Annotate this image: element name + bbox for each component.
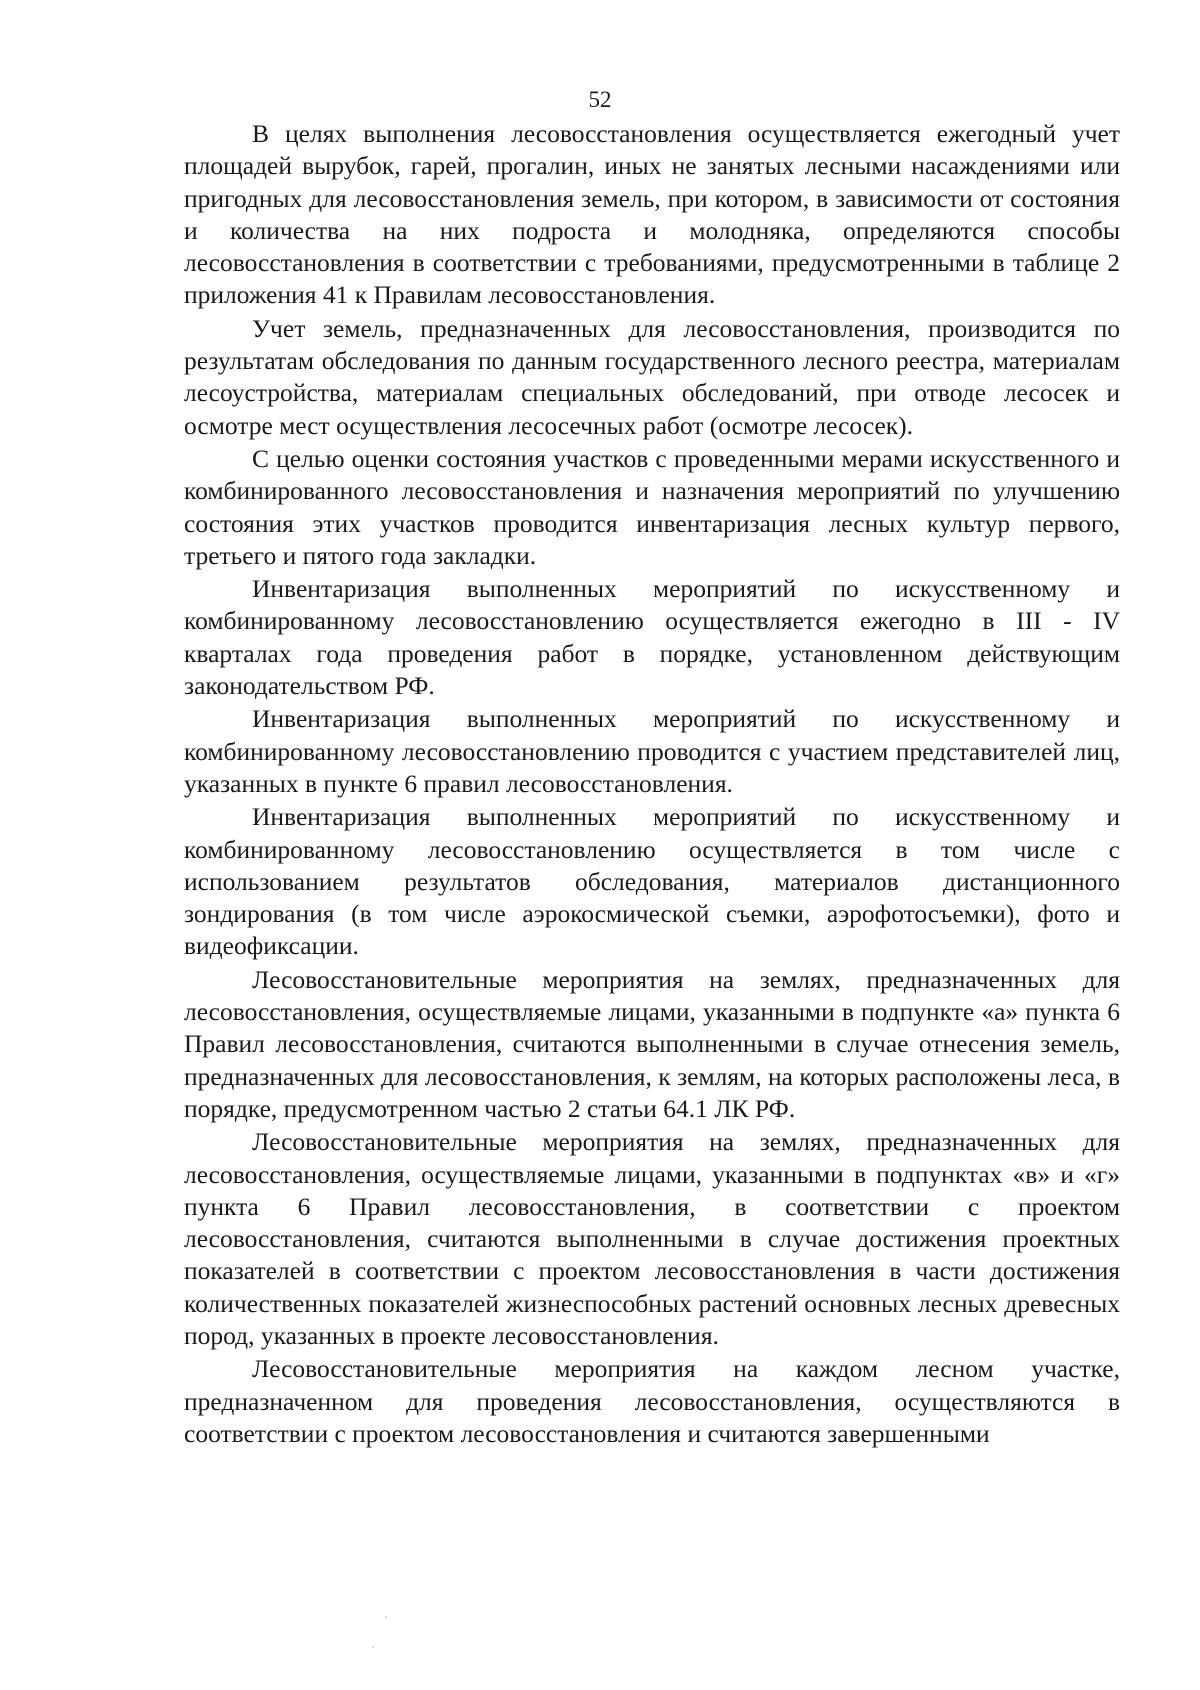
page-number: 52 — [588, 87, 612, 112]
paragraph: С целью оценки состояния участков с проведенными мерами искусственного и комбинированного лесовосстановления и назначения мероприятий по улучшению состояния этих участков проводится инвентаризация лесных культур первого, третьего и пятого года закладки. — [184, 443, 1120, 570]
paragraph: Инвентаризация выполненных мероприятий по искусственному и комбинированному лесовосстановлению осуществляется ежегодно в III - IV кварталах года проведения работ в порядке, установленном действующим законодательством РФ. — [184, 574, 1120, 701]
document-body — [184, 118, 1120, 1451]
paragraph: Лесовосстановительные мероприятия на каждом лесном участке, предназначенном для проведения лесовосстановления, осуществляются в соответствии с проектом лесовосстановления и считаются завершенными — [184, 1354, 1120, 1448]
paragraph: Лесовосстановительные мероприятия на землях, предназначенных для лесовосстановления, осуществляемые лицами, указанными в подпункте «а» пункта 6 Правил лесовосстановления, считаются выполненными в случае отнесения земель, предназначенных для лесовосстановления, к землям, на которых расположены леса, в порядке, предусмотренном частью 2 статьи 64.1 ЛК РФ. — [184, 964, 1120, 1123]
scan-speck — [372, 1646, 374, 1648]
paragraph: В целях выполнения лесовосстановления осуществляется ежегодный учет площадей вырубок, гарей, прогалин, иных не занятых лесными насаждениями или пригодных для лесовосстановления земель, при котором, в зависимости от состояния и количества на них подроста и молодняка, определяются способы лесовосстановления в соответствии с требованиями, предусмотренными в таблице 2 приложения 41 к Правилам лесовосстановления. — [184, 119, 1120, 310]
paragraph: Инвентаризация выполненных мероприятий по искусственному и комбинированному лесовосстановлению осуществляется в том числе с использованием результатов обследования, материалов дистанционного зондирования (в том числе аэрокосмической съемки, аэрофотосъемки), фото и видеофиксации. — [184, 802, 1120, 961]
paragraph: Учет земель, предназначенных для лесовосстановления, производится по результатам обследования по данным государственного лесного реестра, материалам лесоустройства, материалам специальных обследований, при отводе лесосек и осмотре мест осуществления лесосечных работ (осмотре лесосек). — [184, 313, 1120, 440]
paragraph: Инвентаризация выполненных мероприятий по искусственному и комбинированному лесовосстановлению проводится с участием представителей лиц, указанных в пункте 6 правил лесовосстановления. — [184, 704, 1120, 798]
scan-speck — [385, 1616, 387, 1618]
paragraph: Лесовосстановительные мероприятия на землях, предназначенных для лесовосстановления, осуществляемые лицами, указанными в подпунктах «в» и «г» пункта 6 Правил лесовосстановления, в соответствии с проектом лесовосстановления, считаются выполненными в случае достижения проектных показателей в соответствии с проектом лесовосстановления в части достижения количественных показателей жизнеспособных растений основных лесных древесных пород, указанных в проекте лесовосстановления. — [184, 1127, 1120, 1350]
